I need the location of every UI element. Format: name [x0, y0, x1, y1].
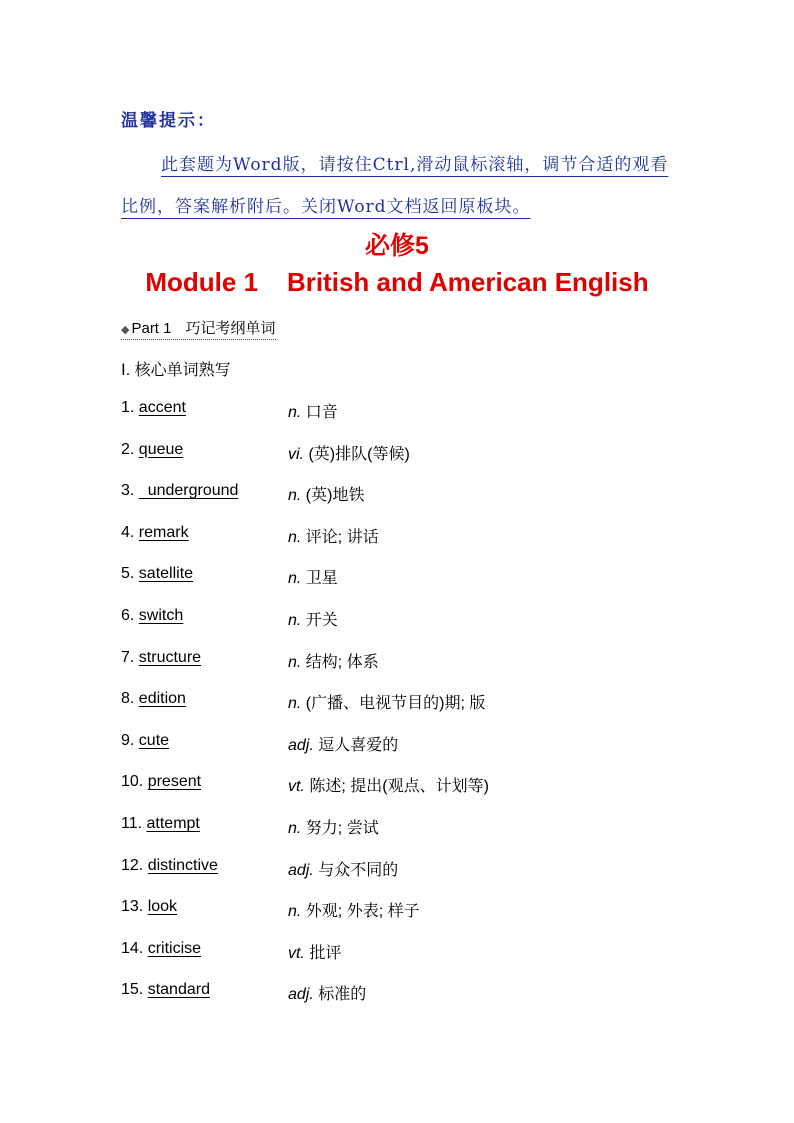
meaning-text: 开关 — [305, 612, 338, 629]
word-row — [121, 731, 399, 754]
word-row — [121, 648, 379, 671]
word-answer: criticise — [147, 939, 202, 957]
word-row — [121, 607, 338, 629]
meaning-text: 批评 — [309, 944, 342, 962]
word-row — [121, 523, 379, 546]
part-of-speech: n. — [288, 404, 302, 421]
word-answer: edition — [138, 690, 186, 708]
word-answer: accent — [138, 399, 186, 416]
word-number: 10. — [121, 773, 144, 791]
word-number: 15. — [121, 981, 144, 999]
volume-title: 必修5 — [365, 232, 429, 260]
word-number: 2. — [121, 440, 135, 458]
word-meaning — [288, 649, 379, 672]
word-number: 9. — [121, 731, 135, 749]
word-answer: standard — [147, 981, 210, 999]
part-of-speech: n. — [288, 903, 302, 921]
word-row — [121, 939, 342, 962]
word-answer: cute — [138, 731, 170, 749]
word-number: 12. — [121, 856, 144, 874]
word-meaning — [288, 399, 338, 422]
word-number: 8. — [121, 690, 135, 708]
diamond-bullet-icon: ◆ — [121, 324, 130, 336]
word-number: 4. — [121, 523, 135, 541]
word-answer: queue — [138, 440, 184, 458]
part-of-speech: adj. — [288, 986, 314, 1004]
word-row — [121, 690, 486, 713]
word-answer: underground — [138, 482, 239, 500]
word-meaning — [288, 940, 341, 963]
word-number: 13. — [121, 898, 144, 916]
word-answer: satellite — [138, 565, 194, 583]
word-number: 14. — [121, 939, 144, 957]
part-of-speech: n. — [288, 695, 302, 713]
part-of-speech: n. — [288, 570, 302, 588]
word-meaning — [288, 565, 338, 588]
word-meaning — [288, 482, 364, 505]
meaning-text: 评论; 讲话 — [305, 528, 379, 546]
word-meaning — [288, 773, 489, 796]
meaning-text: 卫星 — [305, 570, 338, 588]
word-answer: structure — [138, 648, 202, 666]
part-of-speech: vt. — [288, 778, 305, 796]
word-answer: look — [147, 898, 178, 916]
meaning-text: 努力; 尝试 — [305, 820, 379, 837]
word-row — [121, 898, 420, 921]
word-meaning — [288, 732, 398, 755]
meaning-text: (广播、电视节目的)期; 版 — [305, 695, 486, 713]
part-title: 巧记考纲单词 — [185, 320, 276, 337]
meaning-text: (英)排队(等候) — [308, 445, 410, 463]
tip-body-text: 此套题为Word版，请按住Ctrl,滑动鼠标滚轴，调节合适的观看比例，答案解析附后。关闭Word文档返回原板块。 — [121, 155, 669, 217]
word-answer: attempt — [146, 815, 200, 832]
meaning-text: 口音 — [305, 404, 338, 421]
word-number: 7. — [121, 648, 135, 666]
word-row — [121, 440, 410, 463]
word-row — [121, 399, 338, 421]
part-of-speech: n. — [288, 820, 302, 837]
word-answer: switch — [138, 607, 184, 624]
word-row — [121, 981, 367, 1004]
word-meaning — [288, 981, 366, 1004]
word-meaning — [288, 857, 398, 880]
part-heading — [121, 317, 276, 340]
word-number: 5. — [121, 565, 135, 583]
word-answer: present — [147, 773, 202, 791]
word-number: 6. — [121, 607, 135, 624]
tip-body — [121, 144, 686, 228]
word-number: 11. — [121, 815, 143, 832]
part-of-speech: n. — [288, 653, 302, 671]
word-answer: remark — [138, 523, 189, 541]
word-meaning — [288, 441, 410, 464]
part-of-speech: n. — [288, 528, 302, 546]
meaning-text: 结构; 体系 — [305, 653, 379, 671]
meaning-text: 标准的 — [318, 986, 367, 1004]
word-row — [121, 565, 338, 588]
part-of-speech: vi. — [288, 445, 304, 463]
word-row — [121, 856, 399, 879]
section-heading: Ⅰ. 核心单词熟写 — [121, 362, 231, 379]
word-row — [121, 482, 365, 505]
part-of-speech: adj. — [288, 736, 314, 754]
word-meaning — [288, 815, 379, 838]
meaning-text: 陈述; 提出(观点、计划等) — [309, 778, 489, 796]
word-meaning — [288, 690, 485, 713]
meaning-text: 与众不同的 — [318, 861, 399, 879]
word-meaning — [288, 898, 420, 921]
part-of-speech: n. — [288, 487, 302, 505]
meaning-text: (英)地铁 — [305, 487, 365, 505]
word-meaning — [288, 524, 379, 547]
word-row — [121, 773, 489, 796]
part-label: Part 1 — [131, 320, 172, 337]
word-row — [121, 815, 379, 837]
part-of-speech: n. — [288, 612, 302, 629]
meaning-text: 外观; 外表; 样子 — [305, 903, 420, 921]
meaning-text: 逗人喜爱的 — [318, 736, 399, 754]
part-of-speech: adj. — [288, 861, 314, 879]
module-title: Module 1 British and American English — [145, 267, 649, 297]
part-of-speech: vt. — [288, 944, 305, 962]
word-number: 1. — [121, 399, 135, 416]
word-number: 3. — [121, 482, 135, 500]
word-meaning — [288, 607, 338, 630]
tip-title: 温馨提示： — [121, 111, 216, 131]
word-answer: distinctive — [147, 856, 218, 874]
